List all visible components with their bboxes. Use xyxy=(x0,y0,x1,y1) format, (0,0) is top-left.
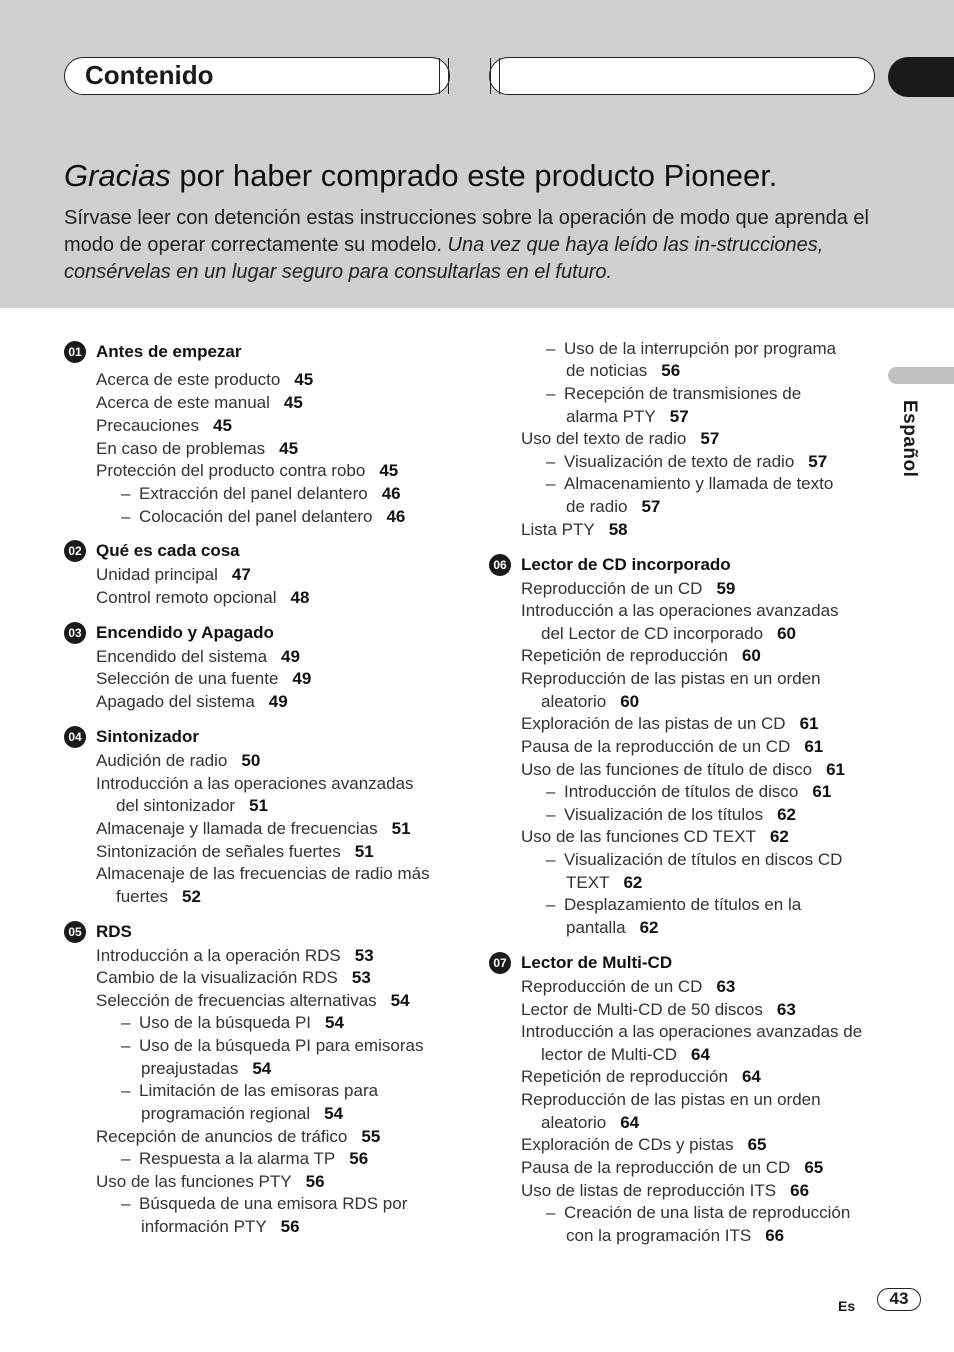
empty-pill xyxy=(489,57,875,95)
chapter-number-badge: 05 xyxy=(64,921,86,943)
chapter-tab xyxy=(888,57,954,97)
toc-entry-text: Uso de la búsqueda PI para emisoras xyxy=(139,1036,424,1055)
dash-marker: – xyxy=(546,452,556,471)
toc-entry-text: Uso de la interrupción por programa xyxy=(564,339,837,358)
toc-entry-text: Pausa de la reproducción de un CD xyxy=(521,1158,791,1177)
toc-page-number: 57 xyxy=(641,497,661,516)
toc-page-number: 45 xyxy=(379,461,399,480)
toc-page-number: 57 xyxy=(700,429,720,448)
footer-language-code: Es xyxy=(838,1298,856,1314)
toc-entry[interactable] xyxy=(121,1194,407,1214)
toc-entry-text: Respuesta a la alarma TP xyxy=(139,1149,336,1168)
toc-entry-text: Introducción a las operaciones avanzadas xyxy=(96,774,414,793)
toc-page-number: 60 xyxy=(620,692,640,711)
toc-page-number: 66 xyxy=(765,1226,785,1245)
toc-entry[interactable] xyxy=(141,1104,343,1124)
toc-entry[interactable] xyxy=(96,393,303,413)
toc-entry[interactable] xyxy=(121,507,405,527)
toc-entry-text: aleatorio xyxy=(541,1113,607,1132)
intro-regular: Sírvase leer con detención estas instrucciones sobre la operación de modo que aprenda el modo de operar correctamente su modelo. xyxy=(64,207,869,256)
toc-entry[interactable] xyxy=(541,1045,710,1065)
dash-marker: – xyxy=(546,782,556,801)
toc-entry[interactable] xyxy=(521,669,821,689)
toc-entry-text: Almacenaje de las frecuencias de radio más xyxy=(96,864,430,883)
toc-entry-text: Búsqueda de una emisora RDS por xyxy=(139,1194,408,1213)
language-label: Español xyxy=(899,400,920,478)
toc-entry[interactable] xyxy=(121,484,401,504)
toc-section-heading[interactable]: Antes de empezar xyxy=(96,342,242,361)
toc-page-number: 51 xyxy=(354,842,374,861)
toc-entry[interactable] xyxy=(566,497,660,517)
toc-entry-text: Reproducción de un CD xyxy=(521,977,703,996)
toc-entry-text: Reproducción de las pistas en un orden xyxy=(521,669,821,688)
toc-entry-text: del sintonizador xyxy=(116,796,236,815)
toc-entry-text: pantalla xyxy=(566,918,626,937)
toc-page-number: 54 xyxy=(324,1104,344,1123)
toc-entry-text: Uso de la búsqueda PI xyxy=(139,1013,312,1032)
headline xyxy=(64,158,777,194)
toc-page-number: 63 xyxy=(716,977,736,996)
toc-entry[interactable] xyxy=(96,751,260,771)
toc-page-number: 47 xyxy=(231,565,251,584)
toc-entry[interactable] xyxy=(96,461,398,481)
toc-entry[interactable] xyxy=(96,565,251,585)
toc-entry[interactable] xyxy=(521,429,719,449)
toc-entry[interactable] xyxy=(96,864,430,884)
toc-page-number: 65 xyxy=(747,1135,767,1154)
chapter-number-badge: 06 xyxy=(489,554,511,576)
toc-entry[interactable] xyxy=(521,737,823,757)
toc-entry-text: del Lector de CD incorporado xyxy=(541,624,764,643)
intro-italic: Una vez que haya leído las in-strucciones, consérvelas en un lugar seguro para consultarlas en el futuro. xyxy=(64,234,824,283)
toc-entry-text: Protección del producto contra robo xyxy=(96,461,366,480)
toc-page-number: 61 xyxy=(804,737,824,756)
toc-entry[interactable] xyxy=(521,1000,796,1020)
toc-entry[interactable] xyxy=(141,1217,300,1237)
dash-marker: – xyxy=(121,484,131,503)
toc-entry[interactable] xyxy=(121,1149,368,1169)
toc-entry[interactable] xyxy=(541,624,796,644)
toc-entry-text: Lista PTY xyxy=(521,520,595,539)
toc-entry-text: Uso de las funciones PTY xyxy=(96,1172,292,1191)
toc-entry[interactable] xyxy=(541,692,639,712)
toc-entry-text: Colocación del panel delantero xyxy=(139,507,373,526)
toc-entry-text: Recepción de transmisiones de xyxy=(564,384,802,403)
toc-page-number: 57 xyxy=(808,452,828,471)
toc-page-number: 56 xyxy=(280,1217,300,1236)
toc-page-number: 64 xyxy=(691,1045,710,1064)
toc-entry[interactable] xyxy=(566,407,689,427)
toc-entry[interactable] xyxy=(121,1013,344,1033)
toc-entry[interactable] xyxy=(96,946,374,966)
toc-entry[interactable] xyxy=(121,1081,378,1101)
toc-page-number: 52 xyxy=(181,887,201,906)
toc-page-number: 58 xyxy=(608,520,628,539)
toc-page-number: 62 xyxy=(777,805,796,824)
toc-entry-text: aleatorio xyxy=(541,692,607,711)
toc-page-number: 62 xyxy=(639,918,659,937)
toc-entry-text: Extracción del panel delantero xyxy=(139,484,368,503)
toc-entry-text: Introducción a las operaciones avanzadas xyxy=(521,601,839,620)
toc-entry-text: de radio xyxy=(566,497,628,516)
dash-marker: – xyxy=(121,1081,131,1100)
toc-entry[interactable] xyxy=(541,1113,639,1133)
toc-entry-text: Uso de las funciones CD TEXT xyxy=(521,827,756,846)
toc-entry-text: Encendido del sistema xyxy=(96,647,268,666)
title-pill xyxy=(64,57,450,95)
toc-page-number: 59 xyxy=(716,579,736,598)
toc-entry-text: Sintonización de señales fuertes xyxy=(96,842,341,861)
toc-entry-text: Creación de una lista de reproducción xyxy=(564,1203,851,1222)
toc-entry[interactable] xyxy=(521,1158,823,1178)
toc-page-number: 64 xyxy=(741,1067,761,1086)
toc-entry[interactable] xyxy=(546,1203,850,1223)
toc-entry[interactable] xyxy=(141,1059,271,1079)
toc-entry-text: Acerca de este producto xyxy=(96,370,281,389)
toc-entry[interactable] xyxy=(521,760,845,780)
toc-entry-text: Visualización de los títulos xyxy=(564,805,764,824)
toc-page-number: 54 xyxy=(390,991,410,1010)
toc-entry[interactable] xyxy=(116,887,201,907)
toc-entry[interactable] xyxy=(546,805,796,825)
toc-entry-text: Repetición de reproducción xyxy=(521,646,728,665)
toc-entry[interactable] xyxy=(546,850,842,870)
pill-end-bar xyxy=(439,58,449,94)
toc-page-number: 49 xyxy=(281,647,300,666)
toc-page-number: 45 xyxy=(279,439,299,458)
dash-marker: – xyxy=(121,507,131,526)
toc-page-number: 54 xyxy=(325,1013,344,1032)
toc-entry[interactable] xyxy=(116,796,268,816)
toc-page-number: 56 xyxy=(661,361,681,380)
toc-entry-text: Selección de una fuente xyxy=(96,669,279,688)
toc-entry-text: con la programación ITS xyxy=(566,1226,752,1245)
toc-page-number: 45 xyxy=(213,416,232,435)
toc-entry[interactable] xyxy=(96,588,309,608)
toc-page-number: 61 xyxy=(799,714,819,733)
toc-entry-text: Almacenamiento y llamada de texto xyxy=(564,474,834,493)
toc-page-number: 60 xyxy=(777,624,796,643)
toc-page-number: 61 xyxy=(826,760,845,779)
dash-marker: – xyxy=(121,1013,131,1032)
toc-entry-text: Pausa de la reproducción de un CD xyxy=(521,737,791,756)
toc-page-number: 60 xyxy=(741,646,761,665)
toc-entry-text: Limitación de las emisoras para xyxy=(139,1081,379,1100)
toc-entry[interactable] xyxy=(521,827,789,847)
dash-marker: – xyxy=(546,339,556,358)
toc-entry[interactable] xyxy=(96,669,311,689)
toc-entry-text: preajustadas xyxy=(141,1059,239,1078)
toc-entry-text: Reproducción de un CD xyxy=(521,579,703,598)
toc-entry-text: Lector de Multi-CD de 50 discos xyxy=(521,1000,763,1019)
toc-entry[interactable] xyxy=(521,1181,809,1201)
toc-entry[interactable] xyxy=(566,873,642,893)
dash-marker: – xyxy=(121,1149,131,1168)
toc-page-number: 49 xyxy=(268,692,288,711)
toc-entry[interactable] xyxy=(546,895,801,915)
toc-entry-text: información PTY xyxy=(141,1217,267,1236)
language-tab xyxy=(888,367,954,384)
toc-entry[interactable] xyxy=(521,1067,761,1087)
toc-page-number: 50 xyxy=(241,751,261,770)
toc-entry-text: Unidad principal xyxy=(96,565,218,584)
dash-marker: – xyxy=(546,850,556,869)
toc-page-number: 62 xyxy=(769,827,789,846)
toc-entry-text: Uso del texto de radio xyxy=(521,429,687,448)
pill-start-bar xyxy=(490,58,500,94)
toc-page-number: 63 xyxy=(776,1000,796,1019)
toc-entry-text: Visualización de texto de radio xyxy=(564,452,795,471)
toc-entry[interactable] xyxy=(521,1135,767,1155)
dash-marker: – xyxy=(546,895,556,914)
toc-page-number: 48 xyxy=(290,588,310,607)
toc-entry[interactable] xyxy=(546,339,836,359)
toc-entry-text: Exploración de CDs y pistas xyxy=(521,1135,734,1154)
toc-section-heading[interactable]: Qué es cada cosa xyxy=(96,541,240,560)
toc-entry[interactable] xyxy=(96,1127,380,1147)
toc-entry-text: Precauciones xyxy=(96,416,200,435)
toc-section-heading[interactable]: RDS xyxy=(96,922,132,941)
dash-marker: – xyxy=(546,384,556,403)
toc-entry[interactable] xyxy=(96,647,300,667)
intro-paragraph xyxy=(64,205,894,286)
toc-entry-text: Reproducción de las pistas en un orden xyxy=(521,1090,821,1109)
toc-entry[interactable] xyxy=(96,991,410,1011)
toc-page-number: 51 xyxy=(249,796,268,815)
toc-entry[interactable] xyxy=(521,520,628,540)
toc-entry-text: Introducción de títulos de disco xyxy=(564,782,799,801)
toc-entry-text: Repetición de reproducción xyxy=(521,1067,728,1086)
toc-entry[interactable] xyxy=(566,1226,784,1246)
footer-page-number: 43 xyxy=(877,1288,921,1311)
toc-page-number: 45 xyxy=(283,393,303,412)
toc-entry-text: fuertes xyxy=(116,887,168,906)
toc-page-number: 61 xyxy=(812,782,832,801)
toc-entry-text: Uso de listas de reproducción ITS xyxy=(521,1181,777,1200)
toc-page-number: 56 xyxy=(349,1149,369,1168)
toc-entry-text: TEXT xyxy=(566,873,610,892)
toc-entry[interactable] xyxy=(121,1036,423,1056)
toc-page-number: 49 xyxy=(292,669,312,688)
toc-entry-text: Desplazamiento de títulos en la xyxy=(564,895,802,914)
toc-entry-text: Apagado del sistema xyxy=(96,692,255,711)
toc-page-number: 57 xyxy=(669,407,689,426)
toc-entry[interactable] xyxy=(546,452,827,472)
toc-entry[interactable] xyxy=(96,370,313,390)
toc-section-heading[interactable]: Lector de Multi-CD xyxy=(521,953,673,972)
toc-entry[interactable] xyxy=(521,1022,862,1042)
toc-entry-text: de noticias xyxy=(566,361,648,380)
toc-entry-text: Almacenaje y llamada de frecuencias xyxy=(96,819,378,838)
dash-marker: – xyxy=(121,1036,131,1055)
toc-page-number: 51 xyxy=(391,819,411,838)
page-title: Contenido xyxy=(85,60,214,90)
toc-entry[interactable] xyxy=(546,384,801,404)
dash-marker: – xyxy=(546,474,556,493)
toc-page-number: 65 xyxy=(804,1158,824,1177)
toc-entry-text: Cambio de la visualización RDS xyxy=(96,968,338,987)
toc-entry-text: programación regional xyxy=(141,1104,311,1123)
toc-section-heading[interactable]: Sintonizador xyxy=(96,727,199,746)
toc-entry[interactable] xyxy=(521,601,839,621)
headline-rest: por haber comprado este producto Pioneer. xyxy=(170,158,778,193)
toc-entry[interactable] xyxy=(521,714,819,734)
toc-entry-text: alarma PTY xyxy=(566,407,656,426)
toc-entry[interactable] xyxy=(546,782,831,802)
toc-entry[interactable] xyxy=(521,977,735,997)
toc-page-number: 55 xyxy=(361,1127,381,1146)
toc-page-number: 46 xyxy=(381,484,401,503)
dash-marker: – xyxy=(121,1194,131,1213)
dash-marker: – xyxy=(546,805,556,824)
toc-entry[interactable] xyxy=(546,474,833,494)
toc-page-number: 62 xyxy=(623,873,643,892)
toc-page-number: 53 xyxy=(351,968,371,987)
toc-page-number: 64 xyxy=(620,1113,640,1132)
toc-entry-text: Exploración de las pistas de un CD xyxy=(521,714,786,733)
toc-entry-text: Control remoto opcional xyxy=(96,588,277,607)
toc-entry[interactable] xyxy=(96,819,411,839)
toc-entry[interactable] xyxy=(96,774,414,794)
toc-entry[interactable] xyxy=(96,692,288,712)
toc-entry-text: Introducción a la operación RDS xyxy=(96,946,341,965)
toc-entry[interactable] xyxy=(96,1172,325,1192)
toc-entry-text: Uso de las funciones de título de disco xyxy=(521,760,813,779)
chapter-number-badge: 04 xyxy=(64,726,86,748)
toc-section-heading[interactable]: Lector de CD incorporado xyxy=(521,555,731,574)
toc-entry-text: lector de Multi-CD xyxy=(541,1045,678,1064)
headline-italic: Gracias xyxy=(64,158,171,193)
toc-entry-text: Introducción a las operaciones avanzadas de xyxy=(521,1022,863,1041)
toc-entry[interactable] xyxy=(96,439,298,459)
toc-entry[interactable] xyxy=(521,579,735,599)
toc-entry-text: Selección de frecuencias alternativas xyxy=(96,991,377,1010)
toc-entry[interactable] xyxy=(521,646,761,666)
toc-page-number: 56 xyxy=(305,1172,325,1191)
toc-entry[interactable] xyxy=(96,416,232,436)
toc-entry[interactable] xyxy=(521,1090,821,1110)
toc-section-heading[interactable]: Encendido y Apagado xyxy=(96,623,274,642)
toc-entry-text: En caso de problemas xyxy=(96,439,266,458)
toc-entry[interactable] xyxy=(566,361,680,381)
toc-entry-text: Recepción de anuncios de tráfico xyxy=(96,1127,348,1146)
toc-page-number: 53 xyxy=(354,946,374,965)
toc-page-number: 66 xyxy=(790,1181,810,1200)
toc-entry[interactable] xyxy=(566,918,658,938)
toc-page-number: 54 xyxy=(252,1059,272,1078)
toc-entry-text: Acerca de este manual xyxy=(96,393,270,412)
toc-entry[interactable] xyxy=(96,968,371,988)
dash-marker: – xyxy=(546,1203,556,1222)
toc-entry-text: Visualización de títulos en discos CD xyxy=(564,850,843,869)
toc-entry[interactable] xyxy=(96,842,374,862)
chapter-number-badge: 07 xyxy=(489,952,511,974)
chapter-number-badge: 03 xyxy=(64,622,86,644)
toc-page-number: 46 xyxy=(386,507,406,526)
toc-page-number: 45 xyxy=(294,370,314,389)
chapter-number-badge: 01 xyxy=(64,341,86,363)
chapter-number-badge: 02 xyxy=(64,540,86,562)
toc-entry-text: Audición de radio xyxy=(96,751,228,770)
